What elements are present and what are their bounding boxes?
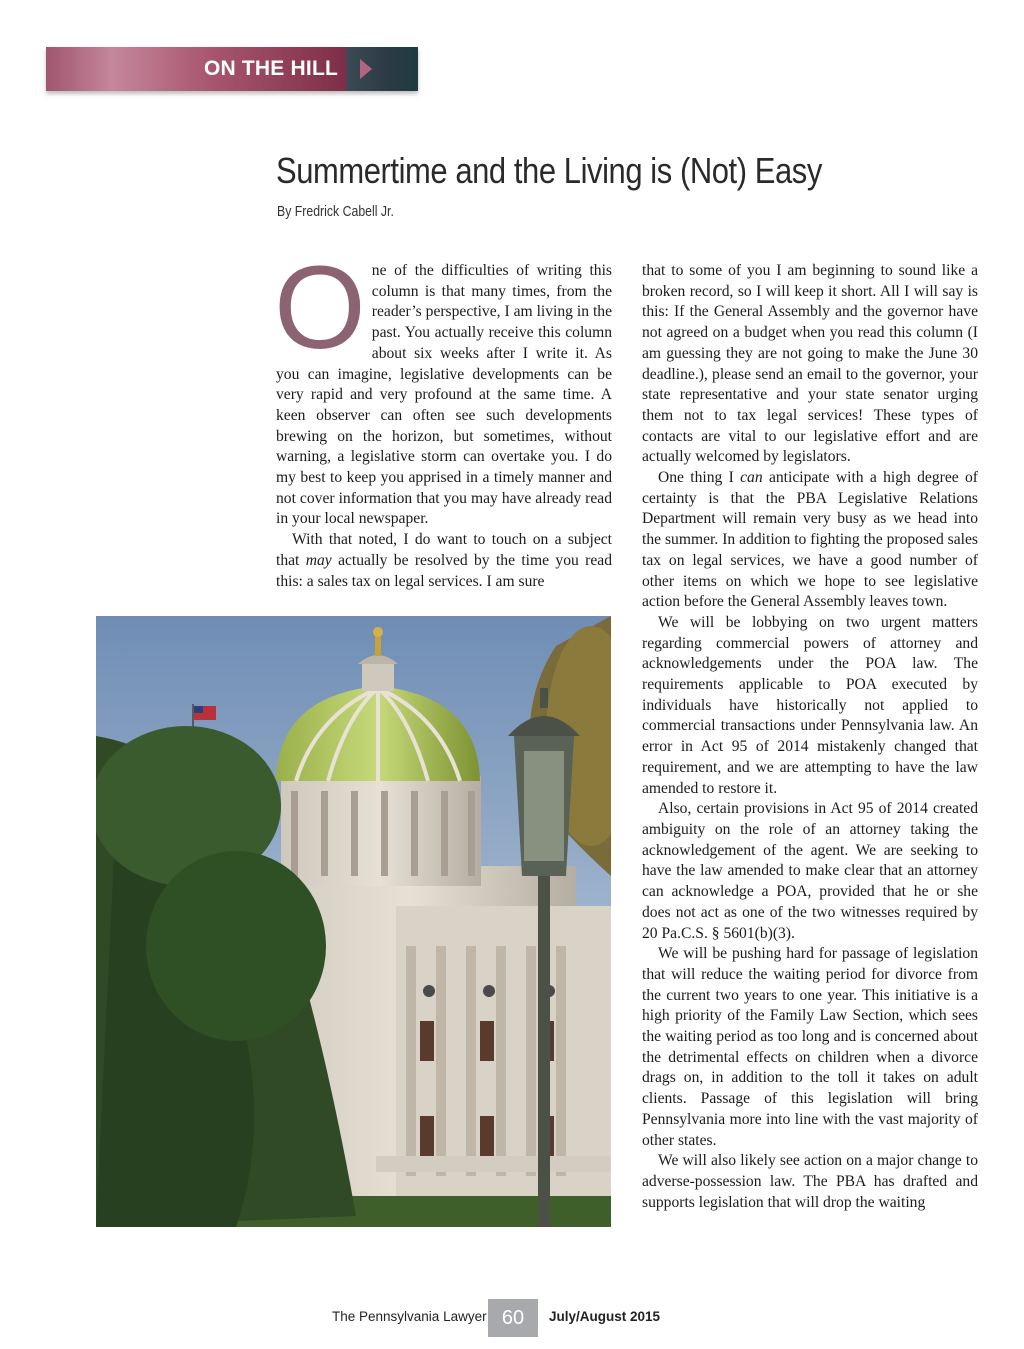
capitol-photo: [96, 616, 611, 1227]
page-number: 60: [488, 1299, 538, 1337]
section-banner-label-area: [46, 47, 346, 91]
footer-issue-date: July/August 2015: [549, 1309, 661, 1324]
paragraph-text: anticipate with a high degree of certainty is that the PBA Legislative Relations Department will remain very busy as we head into the summer. In addition to fighting the proposed sales tax on legal services, we have a good number of other items on which we hope to see legislative action before the General Assembly leaves town.: [642, 469, 978, 611]
article-paragraph: Also, certain provisions in Act 95 of 2014 created ambiguity on the role of an attorney taking the acknowledgement of the agent. We are seeking to have the law amended to make clear that an attorney can acknowledge a POA, provided that he or she does not act as one of the two witnesses required by 20 Pa.C.S. § 5601(b)(3).: [642, 800, 978, 942]
section-banner: [46, 47, 418, 91]
article-paragraph: that to some of you I am beginning to sound like a broken record, so I will keep it short. All I will say is this: If the General Assembly and the governor have not agreed on a budget when you read this column (I am guessing they are not going to make the June 30 deadline.), please send an email to the governor, your state representative and your state senator urging them not to tax legal services! These types of contacts are vital to our legislative effort and are actually welcomed by legislators.: [642, 262, 978, 466]
article-paragraph: We will be pushing hard for passage of legislation that will reduce the waiting period for divorce from the current two years to one year. This initiative is a high priority of the Family Law Section, which sees the waiting period as too long and is concerned about the detrimental effects on children when a divorce drags on, in addition to the toll it takes on adult clients. Passage of this legislation will bring Pennsylvania more into line with the vast majority of other states.: [642, 945, 978, 1149]
article-paragraph: We will be lobbying on two urgent matters regarding commercial powers of attorney and acknowledgements under the POA law. The requirements applicable to POA executed by individuals have historically not applied to commercial transactions under Pennsylvania law. An error in Act 95 of 2014 mistakenly changed that requirement, and we are attempting to have the law amended to restore it.: [642, 613, 978, 797]
paragraph-text: actually be resolved by the time you read this: a sales tax on legal services. I am sure: [276, 551, 612, 590]
section-label: ON THE HILL: [203, 57, 338, 80]
emphasis-text: can: [740, 469, 763, 487]
emphasis-text: may: [305, 551, 332, 569]
play-arrow-icon: [360, 59, 372, 79]
paragraph-text: With that noted, I do want to touch on a subject that: [276, 531, 612, 569]
article-paragraph: We will also likely see action on a major change to adverse-possession law. The PBA has drafted and supports legislation that will drop the waiting: [642, 1152, 978, 1211]
article-right-column: [642, 261, 978, 1213]
article-paragraph: [276, 530, 612, 592]
section-banner-arrow-area: [346, 47, 418, 91]
footer-publication: The Pennsylvania Lawyer: [332, 1309, 487, 1324]
article-paragraph: [642, 468, 978, 613]
article-byline: By Fredrick Cabell Jr.: [277, 203, 394, 220]
article-title: Summertime and the Living is (Not) Easy: [276, 150, 822, 191]
drop-cap: O: [274, 242, 366, 374]
article-paragraph: [274, 242, 612, 530]
article-left-column: [274, 242, 612, 592]
paragraph-text: One thing I: [658, 469, 741, 487]
paragraph-text: ne of the difficulties of writing this column is that many times, from the reader’s perspective, I am living in the past. You actually receive this column about six weeks after I write it. As you can imagine, legislative developments can be very rapid and very profound at the same time. A keen observer can often see such developments brewing on the horizon, but sometimes, without warning, a legislative storm can overtake you. I do my best to keep you apprised in a timely manner and not cover information that you may have already read in your local newspaper.: [276, 262, 612, 528]
